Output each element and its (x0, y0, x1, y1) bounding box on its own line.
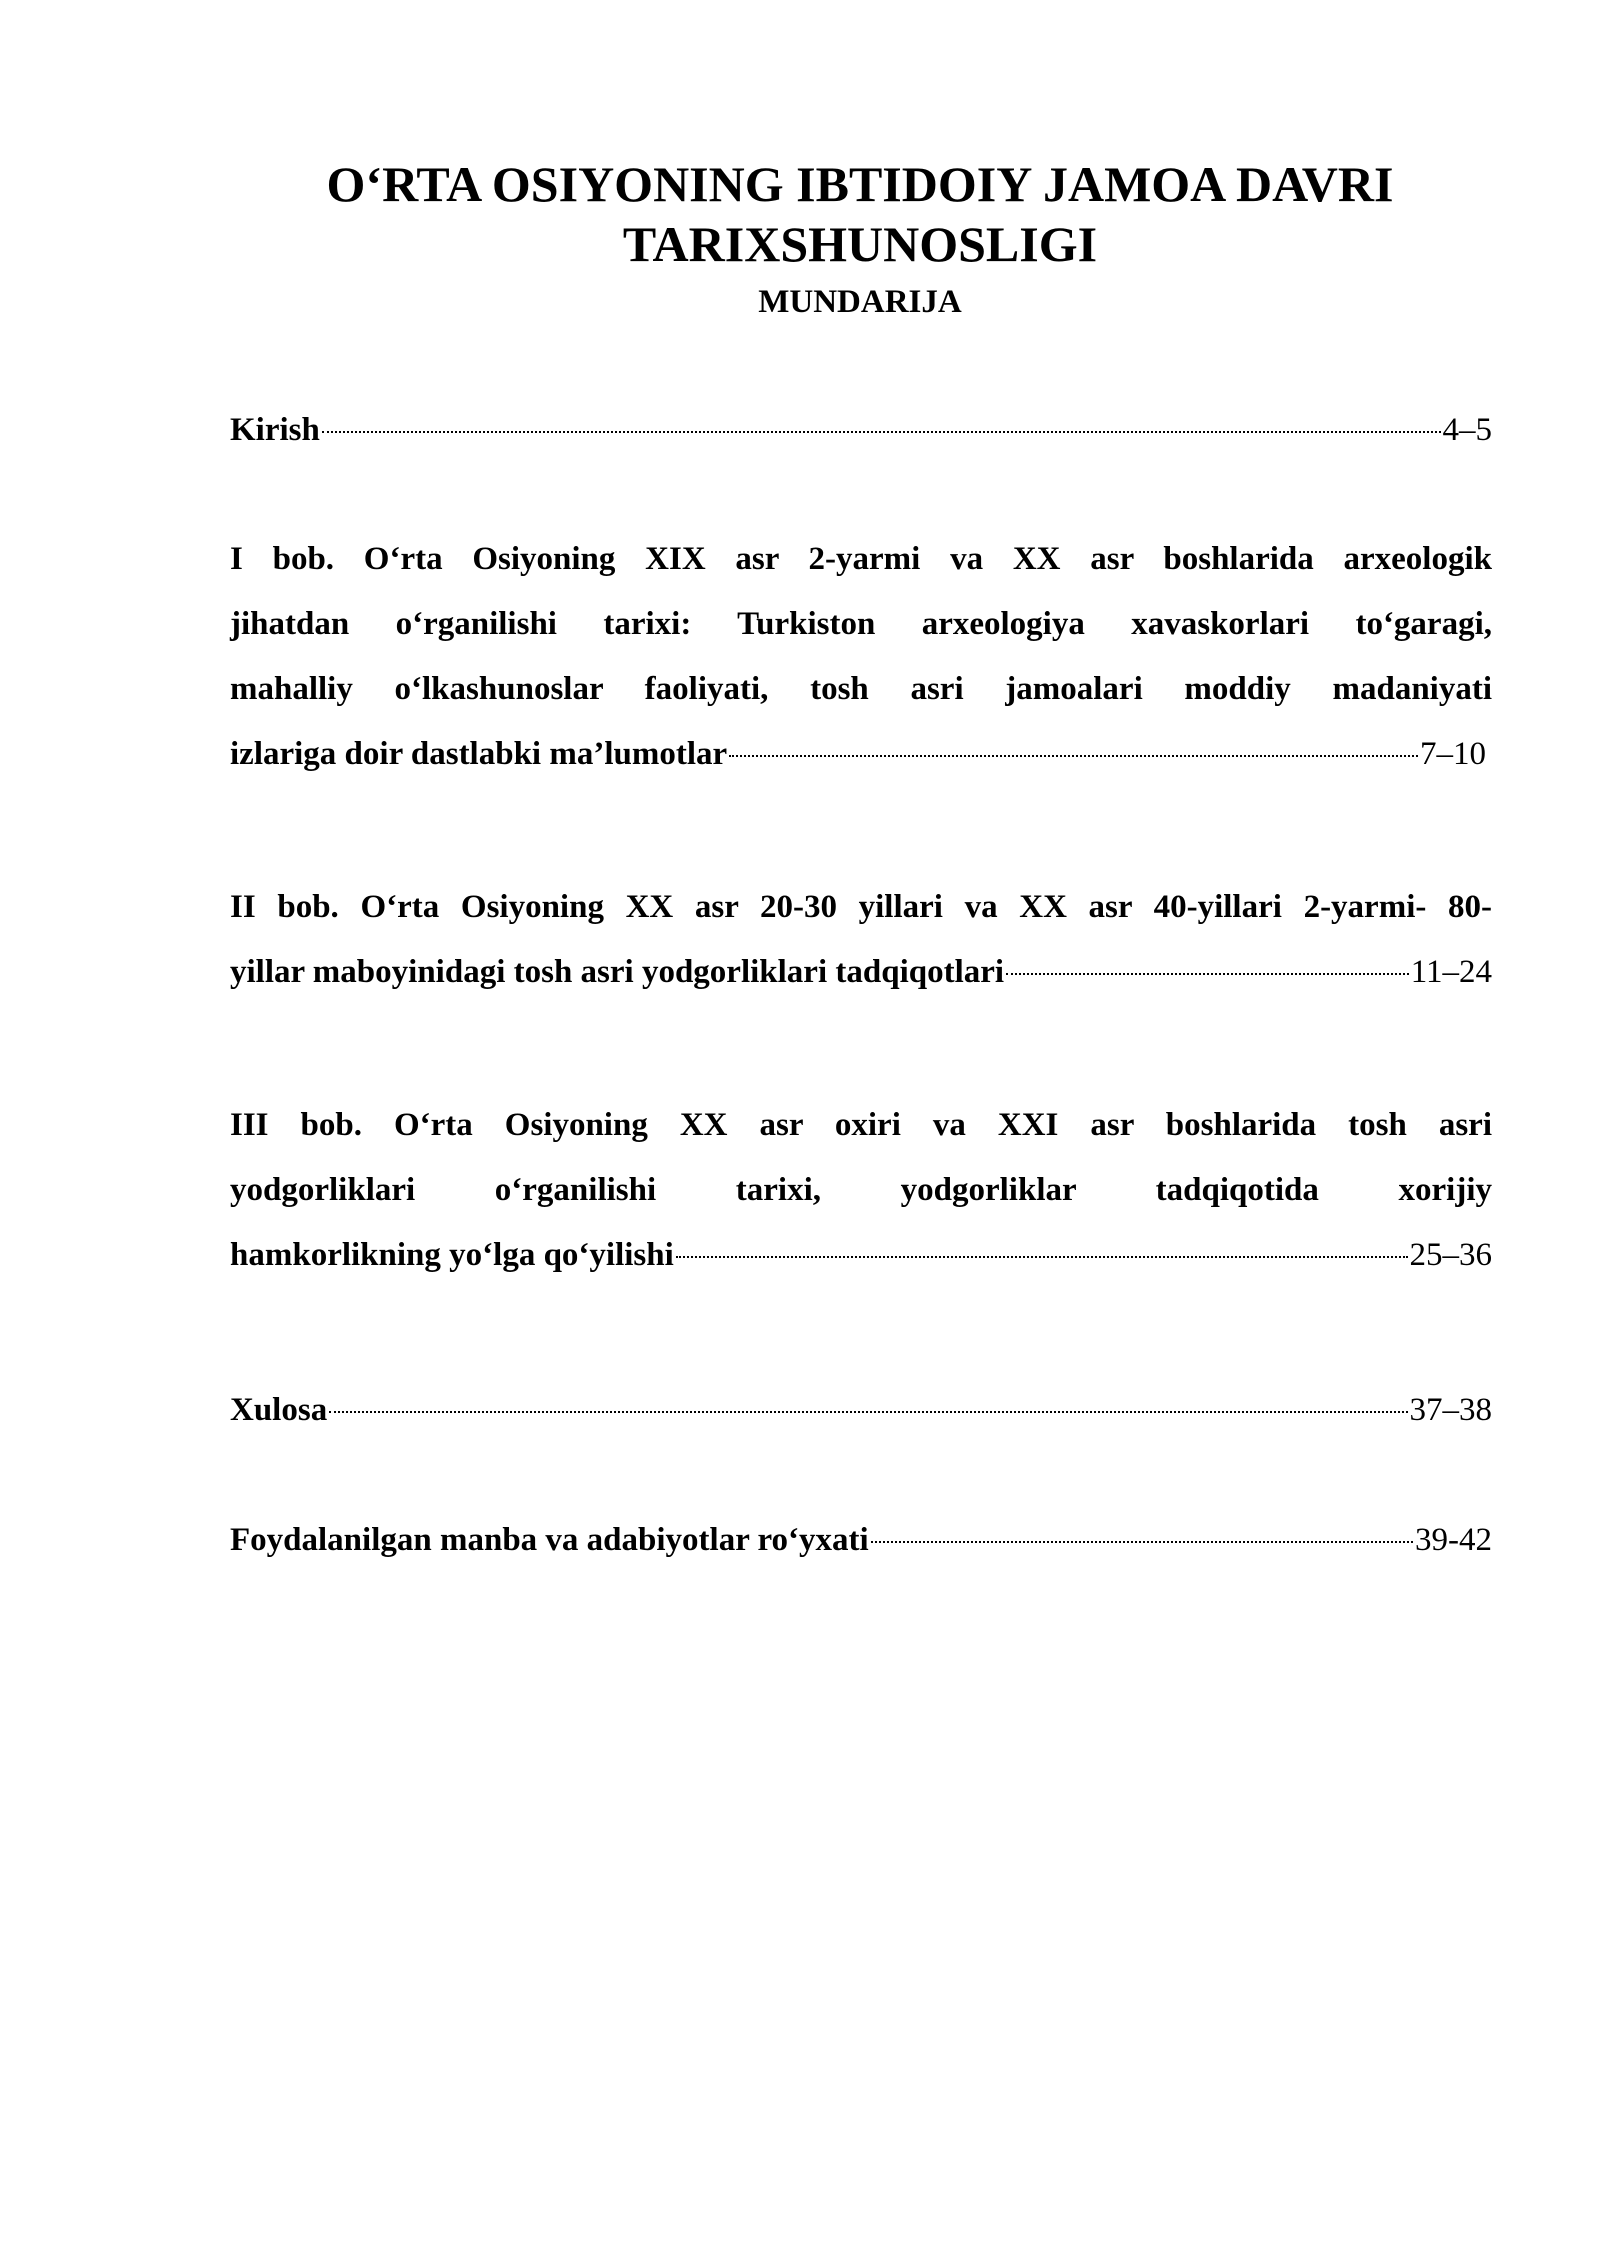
toc-entry-conclusion[interactable] (230, 1378, 1492, 1443)
toc-entry-line: mahalliy o‘lkashunoslar faoliyati, tosh asri jamoalari moddiy madaniyati (230, 671, 1492, 707)
toc-entry-last-line (230, 940, 1492, 1005)
toc-page-number: 7–10 (1420, 736, 1486, 772)
toc-entry-title: yillar maboyinidagi tosh asri yodgorliklari tadqiqotlari (230, 954, 1005, 990)
toc-entry-chapter-3[interactable] (230, 1093, 1492, 1288)
toc-entry-line: III bob. O‘rta Osiyoning XX asr oxiri va XXI asr boshlarida tosh asri (230, 1107, 1492, 1143)
dot-leader (322, 431, 1441, 433)
toc-entry-line: jihatdan o‘rganilishi tarixi: Turkiston arxeologiya xavaskorlari to‘garagi, (230, 606, 1492, 642)
toc-entry-line: II bob. O‘rta Osiyoning XX asr 20-30 yillari va XX asr 40-yillari 2-yarmi- 80- (230, 889, 1492, 925)
toc-page-number: 11–24 (1410, 954, 1492, 990)
toc-entry-last-line (230, 722, 1492, 787)
toc-entry-line: yodgorliklari o‘rganilishi tarixi, yodgorliklar tadqiqotida xorijiy (230, 1172, 1492, 1208)
toc-entry-title: hamkorlikning yo‘lga qo‘yilishi (230, 1237, 674, 1273)
toc-entry-last-line (230, 1508, 1492, 1573)
dot-leader (329, 1411, 1407, 1413)
toc-page-number: 4–5 (1442, 412, 1492, 448)
toc-entry-title: Xulosa (230, 1392, 328, 1428)
dot-leader (729, 755, 1418, 757)
toc-entry-title: Foydalanilgan manba va adabiyotlar ro‘yxati (230, 1522, 869, 1558)
toc-entry-title: izlariga doir dastlabki ma’lumotlar (230, 736, 728, 772)
toc-page-number: 37–38 (1409, 1392, 1492, 1428)
toc-entry-last-line (230, 1378, 1492, 1443)
toc-entry-line: I bob. O‘rta Osiyoning XIX asr 2-yarmi va XX asr boshlarida arxeologik (230, 541, 1492, 577)
document-title: O‘RTA OSIYONING IBTIDOIY JAMOA DAVRI TARIXSHUNOSLIGI (326, 156, 1394, 272)
dot-leader (1006, 973, 1409, 975)
document-subtitle: MUNDARIJA (758, 284, 962, 320)
toc-page-number: 39-42 (1415, 1522, 1492, 1558)
toc-entry-chapter-2[interactable] (230, 875, 1492, 1005)
dot-leader (676, 1256, 1408, 1258)
toc-entry-references[interactable] (230, 1508, 1492, 1573)
toc-entry-title: Kirish (230, 412, 320, 448)
toc-page-number: 25–36 (1409, 1237, 1492, 1273)
toc-entry-introduction[interactable] (230, 398, 1492, 463)
toc-entry-last-line (230, 1223, 1492, 1288)
dot-leader (871, 1541, 1413, 1543)
toc-entry-chapter-1[interactable] (230, 527, 1492, 787)
toc-entry-last-line (230, 398, 1492, 463)
